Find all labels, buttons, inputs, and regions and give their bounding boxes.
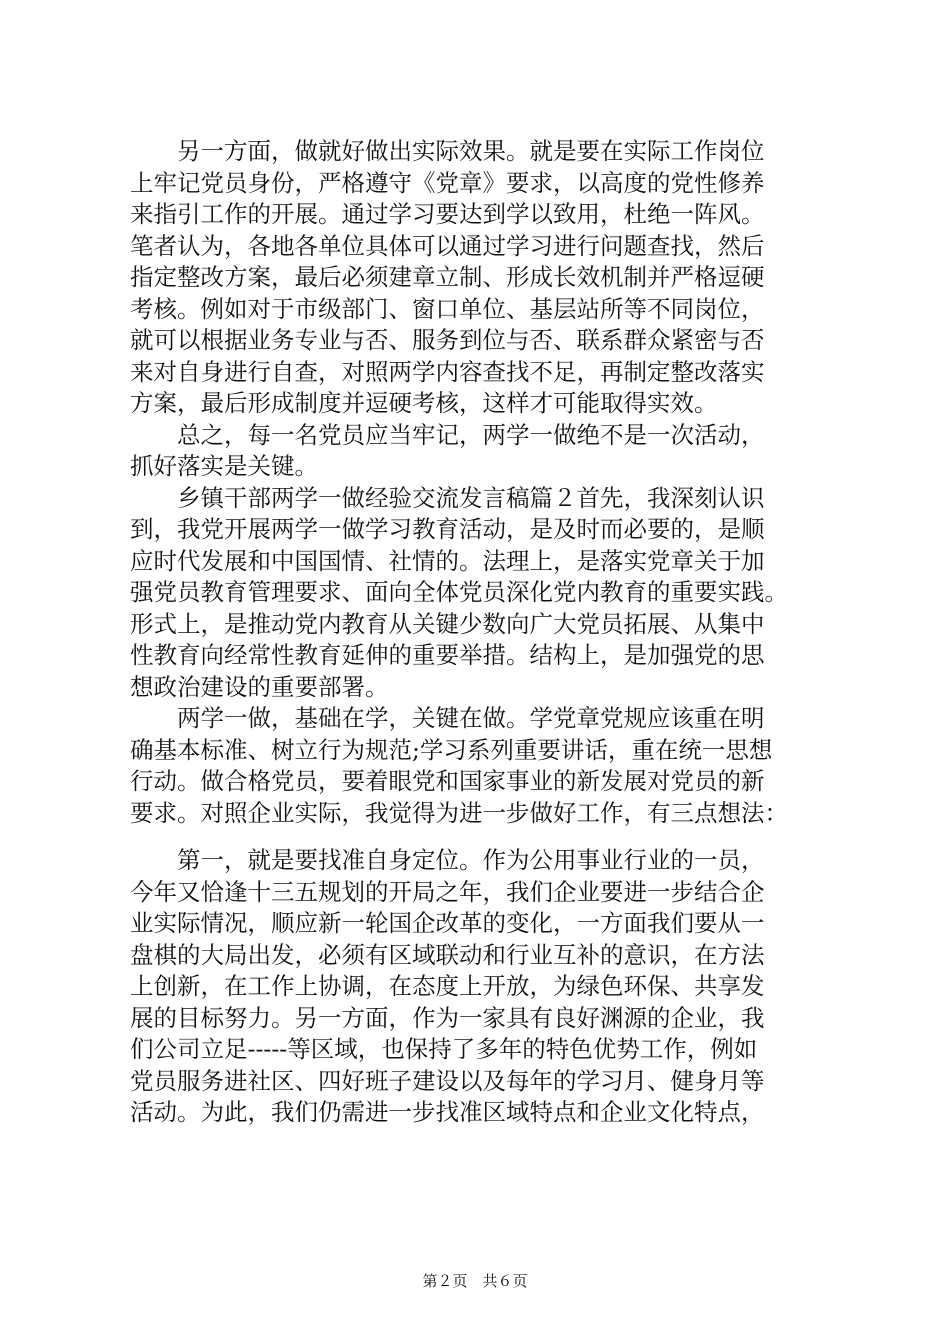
text-line: 确基本标准、树立行为规范;学习系列重要讲话，重在统一思想 xyxy=(130,735,773,764)
text-line: 行动。做合格党员，要着眼党和国家事业的新发展对党员的新 xyxy=(130,767,765,795)
text-line: 方案，最后形成制度并逗硬考核，这样才可能取得实效。 xyxy=(130,389,718,417)
text-line: 今年又恰逢十三五规划的开局之年，我们企业要进一步结合企 xyxy=(130,877,765,906)
text-line: 展的目标努力。另一方面，作为一家具有良好渊源的企业，我 xyxy=(130,1003,765,1032)
text-line: 强党员教育管理要求、面向全体党员深化党内教育的重要实践。 xyxy=(130,578,788,606)
text-line: 形式上，是推动党内教育从关键少数向广大党员拓展、从集中 xyxy=(130,609,765,638)
text-line: 笔者认为，各地各单位具体可以通过学习进行问题查找，然后 xyxy=(130,231,765,260)
text-line: 盘棋的大局出发，必须有区域联动和行业互补的意识，在方法 xyxy=(130,940,765,969)
text-line: 第一，就是要找准自身定位。作为公用事业行业的一员， xyxy=(130,846,765,874)
text-line: 性教育向经常性教育延伸的重要举措。结构上，是加强党的思 xyxy=(130,641,765,669)
text-line: 来指引工作的开展。通过学习要达到学以致用，杜绝一阵风。 xyxy=(130,200,765,228)
document-body xyxy=(130,136,846,1129)
text-line: 上牢记党员身份，严格遵守《党章》要求，以高度的党性修养 xyxy=(130,168,765,197)
text-line: 就可以根据业务专业与否、服务到位与否、联系群众紧密与否 xyxy=(130,326,765,354)
text-line: 活动。为此，我们仍需进一步找准区域特点和企业文化特点， xyxy=(130,1098,765,1126)
text-line: 应时代发展和中国国情、社情的。法理上，是落实党章关于加 xyxy=(130,546,765,575)
text-line: 党员服务进社区、四好班子建设以及每年的学习月、健身月等 xyxy=(130,1066,765,1095)
text-line: 指定整改方案，最后必须建章立制、形成长效机制并严格逗硬 xyxy=(130,263,765,291)
text-line: 想政治建设的重要部署。 xyxy=(130,672,389,701)
page-footer: 第２页 共６页 xyxy=(422,1272,528,1290)
text-line: 上创新，在工作上协调，在态度上开放，为绿色环保、共享发 xyxy=(130,972,765,1000)
text-line: 考核。例如对于市级部门、窗口单位、基层站所等不同岗位， xyxy=(130,294,765,323)
text-line: 要求。对照企业实际，我觉得为进一步做好工作，有三点想法： xyxy=(130,798,788,827)
text-line: 总之，每一名党员应当牢记，两学一做绝不是一次活动， xyxy=(130,420,765,449)
text-line: 业实际情况，顺应新一轮国企改革的变化，一方面我们要从一 xyxy=(130,909,765,937)
paragraph-spacer xyxy=(130,829,846,845)
text-line: 来对自身进行自查，对照两学内容查找不足，再制定整改落实 xyxy=(130,357,765,386)
text-line: 抓好落实是关键。 xyxy=(130,452,318,480)
text-line: 另一方面，做就好做出实际效果。就是要在实际工作岗位 xyxy=(130,137,765,165)
text-line: 两学一做，基础在学，关键在做。学党章党规应该重在明 xyxy=(130,704,765,732)
text-line: 到，我党开展两学一做学习教育活动，是及时而必要的，是顺 xyxy=(130,515,765,543)
text-line: 们公司立足-----等区域，也保持了多年的特色优势工作，例如 xyxy=(130,1035,758,1063)
text-line: 乡镇干部两学一做经验交流发言稿篇２首先，我深刻认识 xyxy=(130,483,765,512)
